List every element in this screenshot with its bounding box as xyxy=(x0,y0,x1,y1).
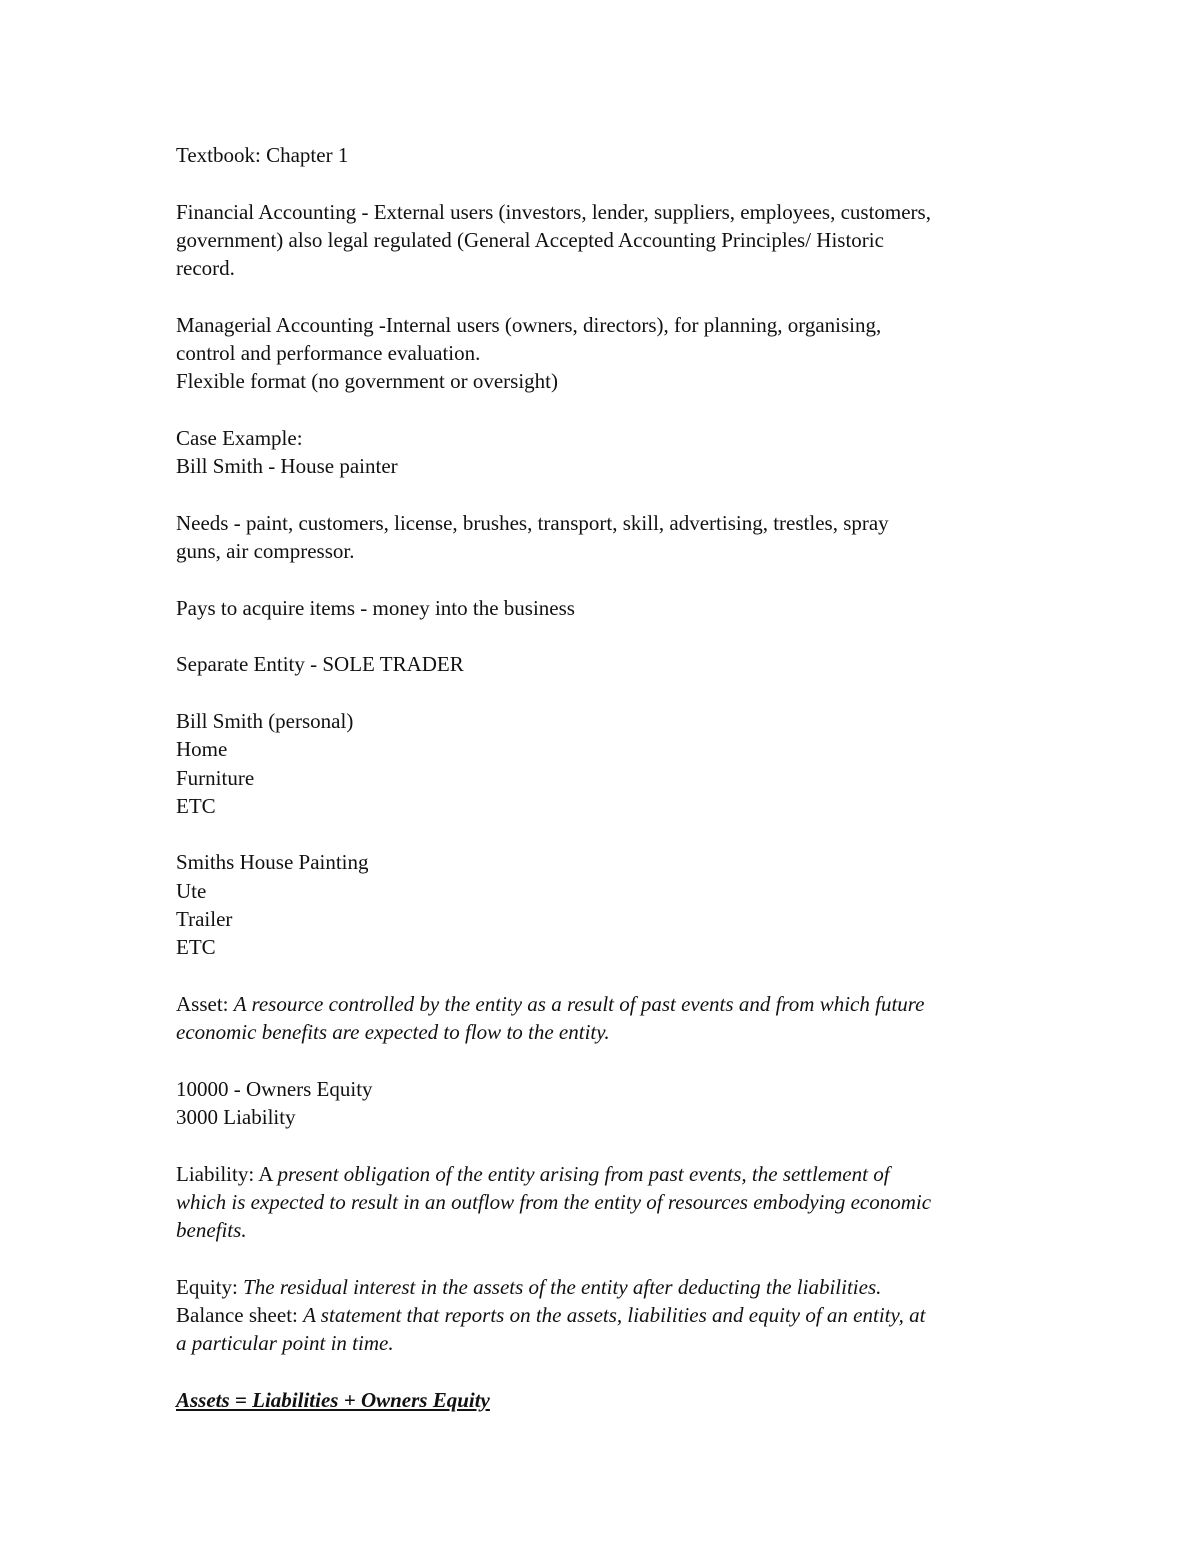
financial-accounting-paragraph xyxy=(176,198,1036,283)
managerial-accounting-line-1: Managerial Accounting -Internal users (owners, directors), for planning, organising, xyxy=(176,312,882,337)
managerial-accounting-line-3: Flexible format (no government or oversight) xyxy=(176,369,558,394)
pays-text: Pays to acquire items - money into the business xyxy=(176,595,575,620)
equity-definition-text: The residual interest in the assets of the entity after deducting the liabilities. xyxy=(243,1274,882,1299)
accounting-equation-text: Assets = Liabilities + Owners Equity xyxy=(176,1388,490,1413)
balance-sheet-definition-line-1 xyxy=(176,1301,1036,1329)
asset-definition xyxy=(176,990,1036,1047)
chapter-title xyxy=(176,141,1036,169)
liability-definition-line-3 xyxy=(176,1216,1036,1244)
amounts-paragraph xyxy=(176,1075,1036,1132)
business-assets-list xyxy=(176,848,1036,961)
liability-definition-line-1 xyxy=(176,1160,1036,1188)
personal-assets-heading: Bill Smith (personal) xyxy=(176,708,354,733)
business-assets-heading: Smiths House Painting xyxy=(176,850,369,875)
balance-sheet-label: Balance sheet: xyxy=(176,1303,304,1328)
needs-line-1: Needs - paint, customers, license, brushes, transport, skill, advertising, trestles, spray xyxy=(176,510,889,535)
pays-paragraph xyxy=(176,594,1036,622)
case-example-heading: Case Example: xyxy=(176,425,303,450)
asset-label: Asset: xyxy=(176,991,234,1016)
list-item: Ute xyxy=(176,878,207,903)
equity-definition-line xyxy=(176,1273,1036,1301)
chapter-title-text: Textbook: Chapter 1 xyxy=(176,143,349,167)
asset-definition-text-2: economic benefits are expected to flow to the entity. xyxy=(176,1020,610,1045)
list-item: ETC xyxy=(176,935,216,960)
needs-paragraph xyxy=(176,509,1036,566)
equity-label: Equity: xyxy=(176,1274,244,1299)
financial-accounting-line-2: government) also legal regulated (General Accepted Accounting Principles/ Historic xyxy=(176,227,884,252)
liability-definition xyxy=(176,1160,1036,1245)
case-example-paragraph xyxy=(176,424,1036,481)
equity-balance-sheet-definitions xyxy=(176,1273,1036,1358)
asset-definition-text-1: A resource controlled by the entity as a result of past events and from which future xyxy=(233,991,925,1016)
managerial-accounting-line-2: control and performance evaluation. xyxy=(176,341,481,366)
liability-amount: 3000 Liability xyxy=(176,1105,296,1130)
accounting-equation xyxy=(176,1386,1036,1414)
list-item: Home xyxy=(176,737,228,762)
document-body xyxy=(176,141,1036,1414)
liability-lead: A xyxy=(258,1161,278,1186)
owners-equity-amount: 10000 - Owners Equity xyxy=(176,1076,373,1101)
liability-definition-line-2 xyxy=(176,1188,1036,1216)
needs-line-2: guns, air compressor. xyxy=(176,539,355,564)
liability-definition-text-1: present obligation of the entity arising from past events, the settlement of xyxy=(277,1161,890,1186)
list-item: ETC xyxy=(176,793,216,818)
separate-entity-text: Separate Entity - SOLE TRADER xyxy=(176,652,464,677)
balance-sheet-definition-text-1: A statement that reports on the assets, liabilities and equity of an entity, at xyxy=(303,1303,926,1328)
separate-entity-paragraph xyxy=(176,650,1036,678)
liability-label: Liability: xyxy=(176,1161,259,1186)
case-example-person: Bill Smith - House painter xyxy=(176,454,398,479)
list-item: Trailer xyxy=(176,907,233,932)
financial-accounting-line-1: Financial Accounting - External users (investors, lender, suppliers, employees, customers, xyxy=(176,199,931,224)
financial-accounting-line-3: record. xyxy=(176,256,235,281)
liability-definition-text-3: benefits. xyxy=(176,1218,247,1243)
asset-definition-line-1 xyxy=(176,990,1036,1018)
asset-definition-line-2 xyxy=(176,1018,1036,1046)
liability-definition-text-2: which is expected to result in an outflow from the entity of resources embodying economic xyxy=(176,1189,932,1214)
balance-sheet-definition-text-2: a particular point in time. xyxy=(176,1331,394,1356)
managerial-accounting-paragraph xyxy=(176,311,1036,396)
personal-assets-list xyxy=(176,707,1036,820)
balance-sheet-definition-line-2 xyxy=(176,1329,1036,1357)
list-item: Furniture xyxy=(176,765,255,790)
